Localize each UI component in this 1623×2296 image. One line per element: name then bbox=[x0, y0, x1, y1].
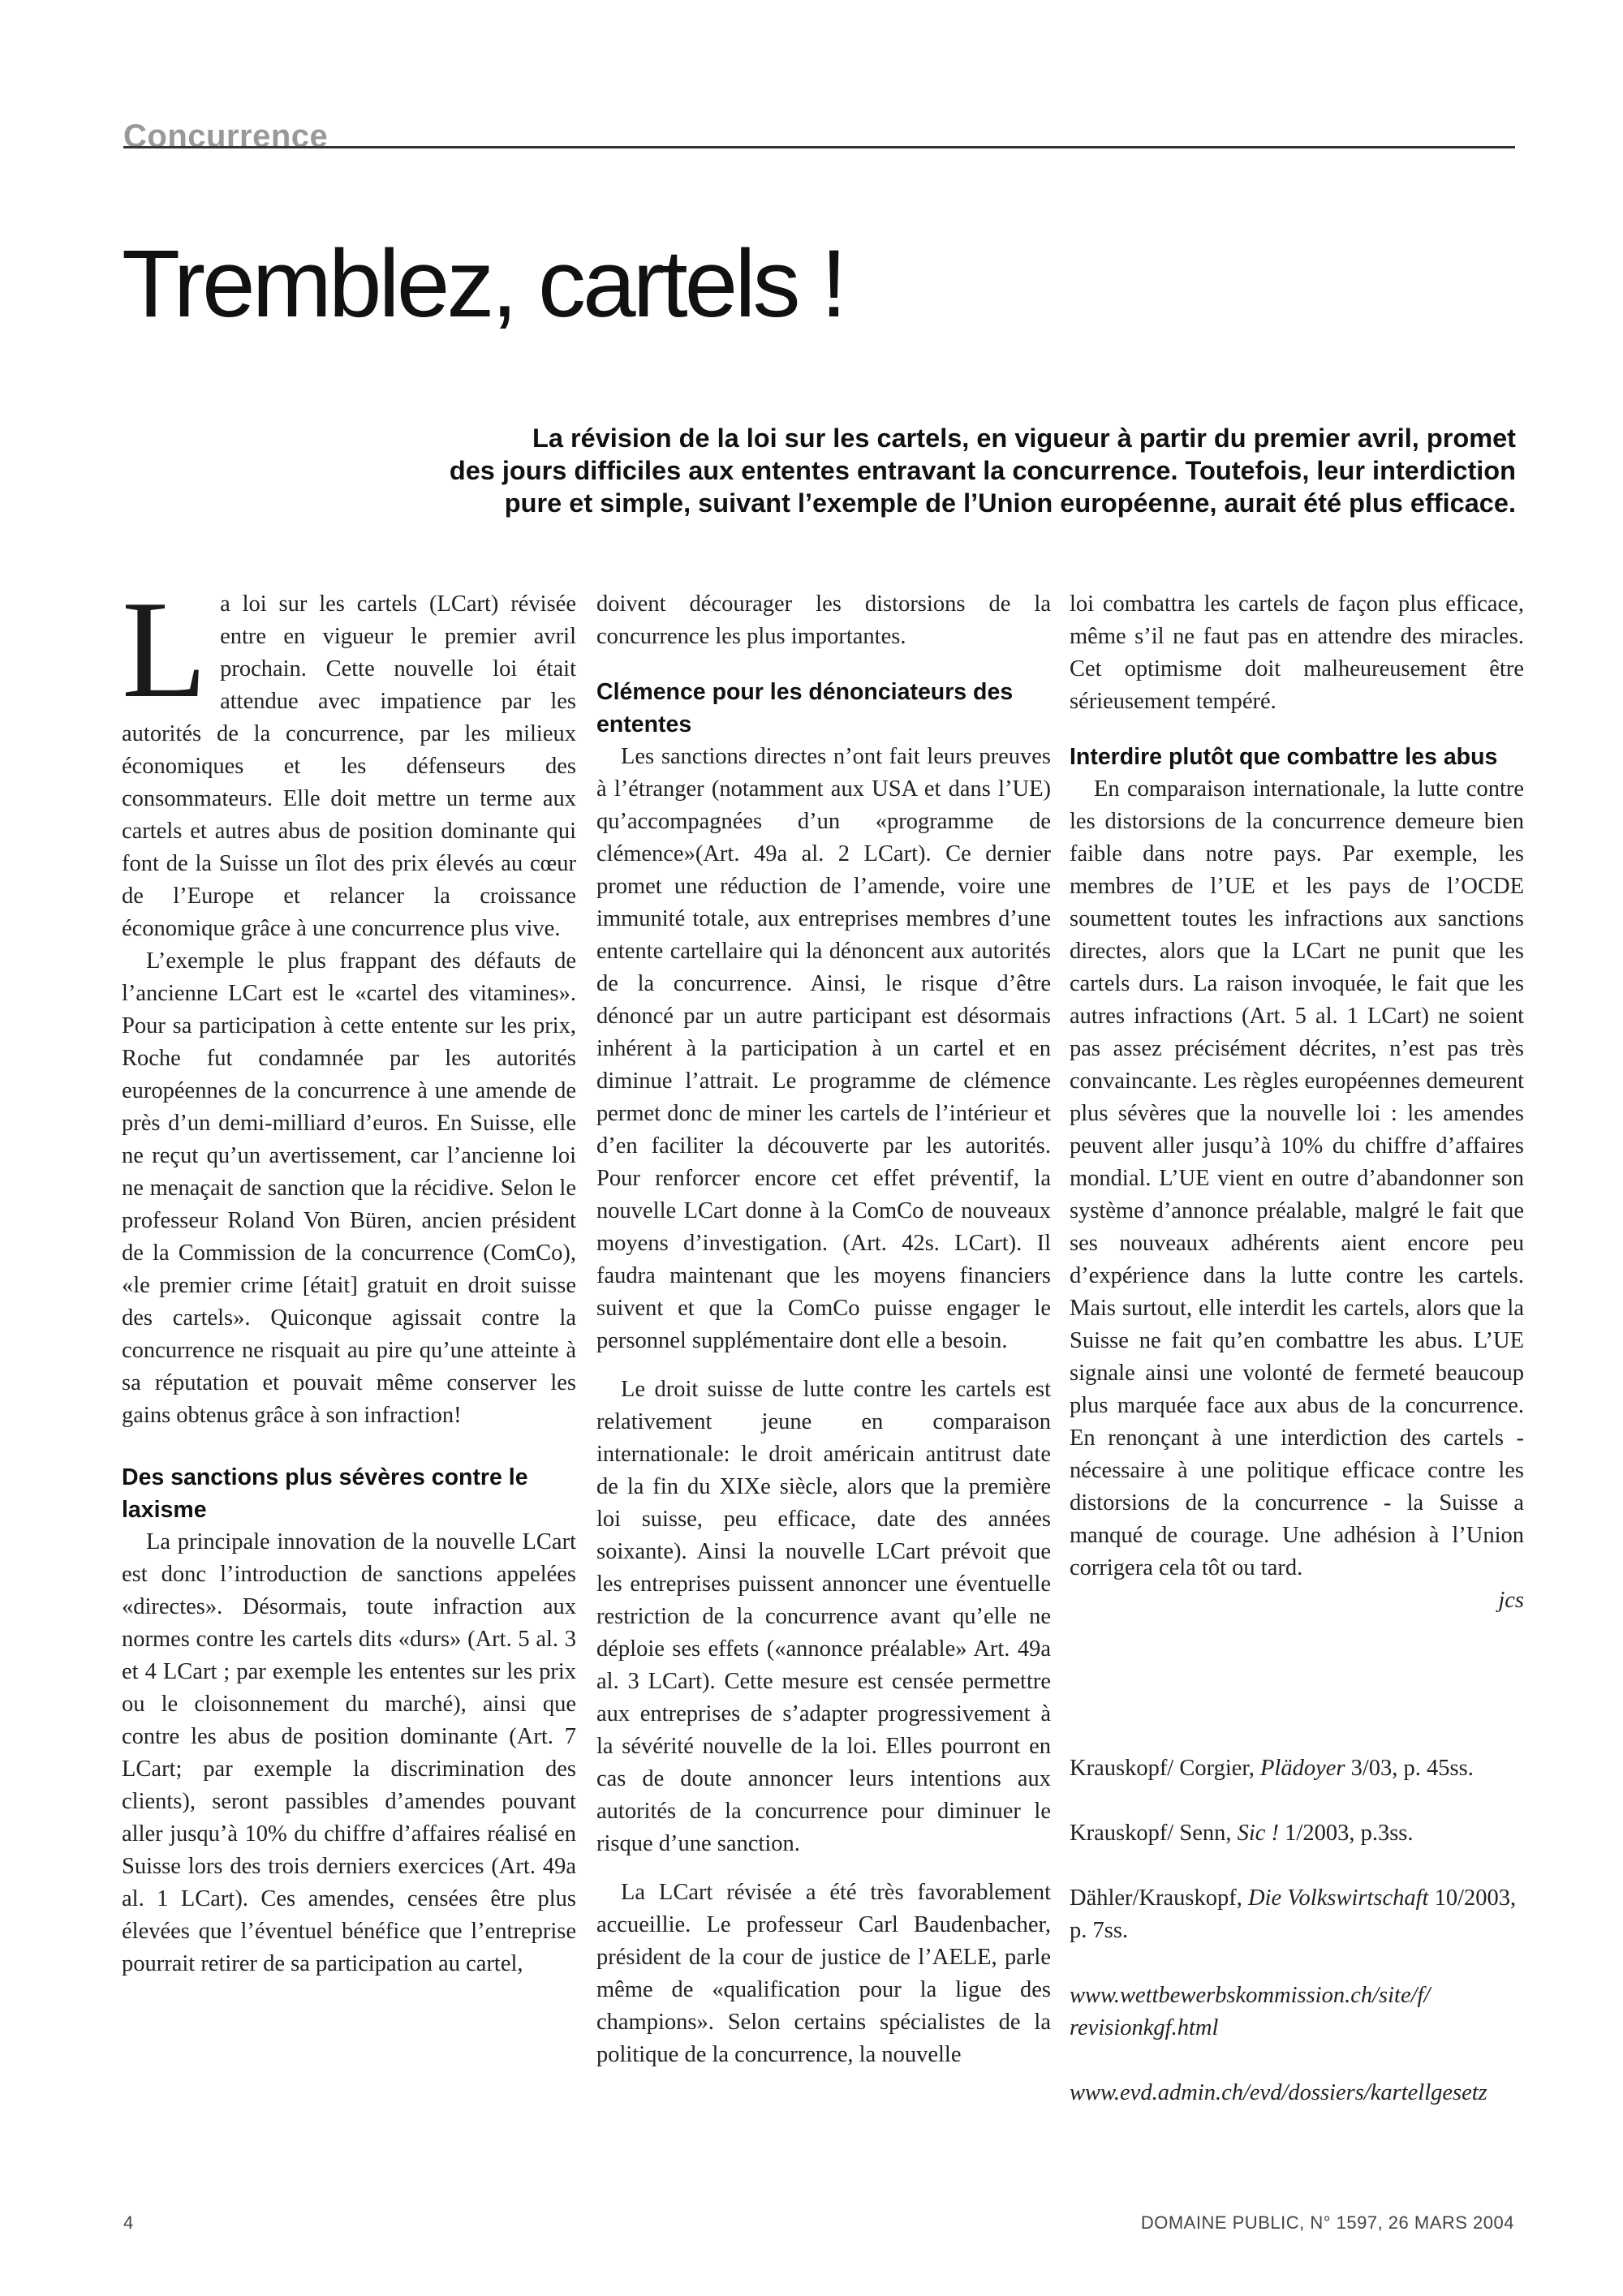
column-1 bbox=[122, 573, 576, 1980]
reference-detail: 3/03, p. 45ss. bbox=[1345, 1756, 1474, 1781]
reference-author: Dähler/Krauskopf, bbox=[1070, 1885, 1249, 1911]
paragraph: La LCart révisée a été très favorablement accueillie. Le professeur Carl Baudenbacher, président de la cour de justice de l’AELE, parle même de «qualification pour la ligue des champions». Selon certains spécialistes de la politique de la concurrence, la nouvelle bbox=[596, 1880, 1051, 2067]
reference-item bbox=[1070, 1817, 1524, 1850]
column-2 bbox=[596, 588, 1051, 2071]
section-label: Concurrence bbox=[123, 118, 329, 146]
paragraph: loi combattra les cartels de façon plus efficace, même s’il ne faut pas en attendre des miracles. Cet optimisme doit malheureusement être sérieusement tempéré. bbox=[1070, 591, 1524, 714]
reference-url[interactable]: www.wettbewerbskommission.ch/site/f/ bbox=[1070, 1983, 1431, 2008]
section-header bbox=[123, 110, 1515, 148]
reference-item bbox=[1070, 1752, 1524, 1785]
column-3 bbox=[1070, 588, 1524, 1617]
paragraph: Le droit suisse de lutte contre les cartels est relativement jeune en comparaison internationale: le droit américain antitrust date de la fin du XIXe siècle, alors que la première loi suisse, peu efficace, date des années soixante). Ainsi la nouvelle LCart prévoit que les entreprises puissent annoncer une éventuelle restriction de la concurrence avant qu’elle ne déploie ses effets («annonce préalable» Art. 49a al. 3 LCart). Cette mesure est censée permettre aux entreprises de s’adapter progressivement à la sévérité nouvelle de la loi. Elles pourront en cas de doute annoncer leurs intentions aux autorités de la concurrence pour diminuer le risque d’une sanction. bbox=[596, 1377, 1051, 1856]
paragraph: doivent décourager les distorsions de la concurrence les plus importantes. bbox=[596, 591, 1051, 649]
reference-link[interactable] bbox=[1070, 1980, 1524, 2044]
article-lead bbox=[162, 422, 1516, 519]
reference-item bbox=[1070, 1882, 1524, 1947]
reference-url[interactable]: revisionkgf.html bbox=[1070, 2015, 1219, 2040]
paragraph: Les sanctions directes n’ont fait leurs preuves à l’étranger (notamment aux USA et dans l’UE) qu’accompagnées d’un «programme de clémence»(Art. 49a al. 2 LCart). Ce dernier promet une réduction de l’amende, voire une immunité totale, aux entreprises membres d’une entente cartellaire qui la dénoncent aux autorités de la concurrence. Ainsi, le risque d’être dénoncé par un autre participant est désormais inhérent à la participation à un cartel et en diminue l’attrait. Le programme de clémence permet donc de miner les cartels de l’intérieur et d’en faciliter la découverte par les autorités. Pour renforcer encore cet effet préventif, la nouvelle LCart donne à la ComCo de nouveaux moyens d’investigation. (Art. 42s. LCart). Il faudra maintenant que les moyens financiers suivent et que la ComCo puisse engager le personnel supplémentaire dont elle a besoin. bbox=[596, 744, 1051, 1353]
publication-info: DOMAINE PUBLIC, N° 1597, 26 MARS 2004 bbox=[1140, 2212, 1514, 2233]
subheading: Interdire plutôt que combattre les abus bbox=[1070, 744, 1498, 770]
reference-url[interactable]: www.evd.admin.ch/evd/dossiers/kartellgesetz bbox=[1070, 2080, 1487, 2105]
reference-author: Krauskopf/ Corgier, bbox=[1070, 1756, 1260, 1781]
references bbox=[1070, 1752, 1524, 2142]
reference-source: Sic ! bbox=[1237, 1821, 1280, 1846]
reference-source: Plädoyer bbox=[1260, 1756, 1345, 1781]
paragraph-text: a loi sur les cartels (LCart) révisée entre en vigueur le premier avril prochain. Cette nouvelle loi était attendue avec impatience par les autorités de la concurrence, par les milieux économiques et les défenseurs des consommateurs. Elle doit mettre un terme aux cartels et autres abus de position dominante qui font de la Suisse un îlot des prix élevés au cœur de l’Europe et relancer la croissance économique grâce à une concurrence plus vive. bbox=[122, 591, 576, 941]
reference-link[interactable] bbox=[1070, 2077, 1524, 2109]
paragraph: L’exemple le plus frappant des défauts de l’ancienne LCart est le «cartel des vitamines». Pour sa participation à cette entente sur les prix, Roche fut condamnée par les autorités européennes de la concurrence à une amende de près d’un demi-milliard d’euros. En Suisse, elle ne reçut qu’un avertissement, car l’ancienne loi ne menaçait de sanction que la récidive. Selon le professeur Roland Von Büren, ancien président de la Commission de la concurrence (ComCo), «le premier crime [était] gratuit en droit suisse des cartels». Quiconque agissait contre la concurrence ne risquait au pire qu’une atteinte à sa réputation et pouvait même conserver les gains obtenus grâce à son infraction! bbox=[122, 948, 576, 1428]
subheading: Clémence pour les dénonciateurs des ententes bbox=[596, 679, 1014, 737]
paragraph bbox=[122, 573, 576, 945]
drop-cap: L bbox=[122, 573, 208, 727]
reference-detail: 10/2003, p. 7ss. bbox=[1070, 1885, 1517, 1943]
reference-source: Die Volkswirtschaft bbox=[1248, 1885, 1429, 1911]
lead-line: pure et simple, suivant l’exemple de l’Union européenne, aurait été plus efficace. bbox=[504, 488, 1516, 518]
reference-detail: 1/2003, p.3ss. bbox=[1279, 1821, 1414, 1846]
lead-line: La révision de la loi sur les cartels, en vigueur à partir du premier avril, promet bbox=[532, 424, 1516, 453]
lead-line: des jours difficiles aux ententes entravant la concurrence. Toutefois, leur interdiction bbox=[449, 456, 1516, 485]
article-title: Tremblez, cartels ! bbox=[122, 230, 845, 338]
paragraph: En comparaison internationale, la lutte contre les distorsions de la concurrence demeure bien faible dans notre pays. Par exemple, les membres de l’UE et les pays de l’OCDE soumettent toutes les infractions aux sanctions directes, alors que la LCart ne punit que les cartels durs. La raison invoquée, le fait que les autres infractions (Art. 5 al. 1 LCart) ne soient pas assez précisément décrites, n’est pas très convaincante. Les règles européennes demeurent plus sévères que la nouvelle loi : les amendes peuvent aller jusqu’à 10% du chiffre d’affaires mondial. L’UE vient en outre d’abandonner son système d’annonce préalable, malgré le fait que ses nouveaux adhérents aient encore peu d’expérience dans la lutte contre les cartels. Mais surtout, elle interdit les cartels, alors que la Suisse ne fait qu’en combattre les abus. L’UE signale ainsi une volonté de fermeté beaucoup plus marquée face aux abus de la concurrence. En renonçant à une interdiction des cartels - nécessaire à une politique efficace contre les distorsions de la concurrence - la Suisse a manqué de courage. Une adhésion à l’Union corrigera cela tôt ou tard. bbox=[1070, 776, 1524, 1580]
page-number: 4 bbox=[123, 2212, 134, 2233]
reference-author: Krauskopf/ Senn, bbox=[1070, 1821, 1238, 1846]
paragraph: La principale innovation de la nouvelle LCart est donc l’introduction de sanctions appelées «directes». Désormais, toute infraction aux normes contre les cartels dits «durs» (Art. 5 al. 3 et 4 LCart ; par exemple les ententes sur les prix ou le cloisonnement du marché), ainsi que contre les abus de position dominante (Art. 7 LCart; par exemple la discrimination des clients), seront passibles d’amendes pouvant aller jusqu’à 10% du chiffre d’affaires réalisé en Suisse lors des trois derniers exercices (Art. 49a al. 1 LCart). Ces amendes, censées être plus élevées que l’éventuel bénéfice que l’entreprise pourrait retirer de sa participation au cartel, bbox=[122, 1529, 576, 1976]
author-signature: jcs bbox=[1498, 1588, 1524, 1613]
subheading: Des sanctions plus sévères contre le laxisme bbox=[122, 1464, 528, 1523]
